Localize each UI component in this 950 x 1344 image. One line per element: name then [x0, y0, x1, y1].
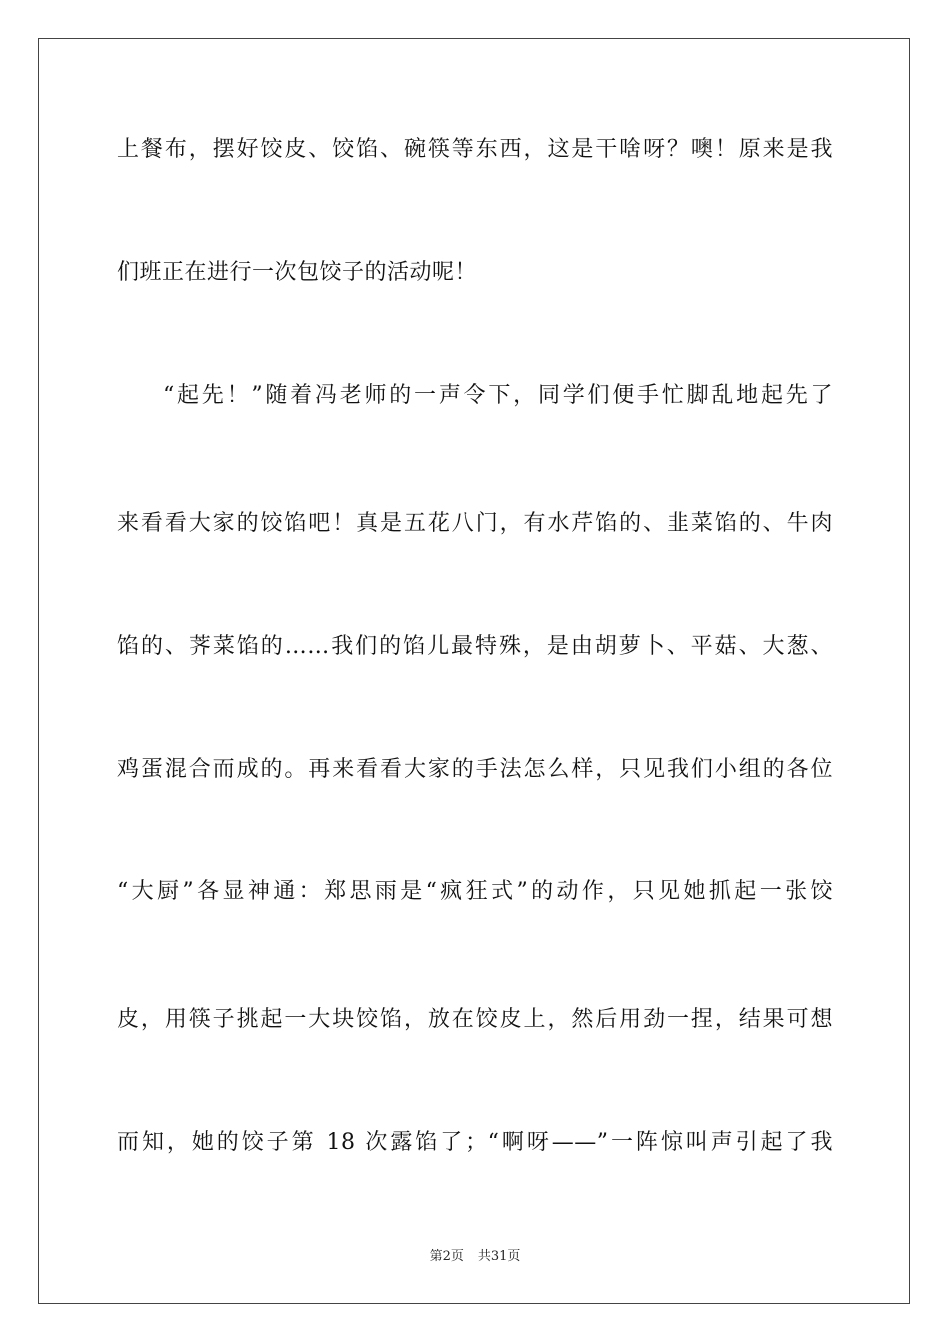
body-text-line: 而知，她的饺子第 18 次露馅了；“啊呀——”一阵惊叫声引起了我 — [117, 1130, 833, 1155]
body-text-line: “大厨”各显神通：郑思雨是“疯狂式”的动作，只见她抓起一张饺 — [117, 879, 833, 904]
body-text-line: “起先！”随着冯老师的一声令下，同学们便手忙脚乱地起先了 — [163, 383, 833, 408]
page-footer — [0, 1248, 950, 1266]
body-text-line: 鸡蛋混合而成的。再来看看大家的手法怎么样，只见我们小组的各位 — [117, 757, 833, 782]
body-text-line: 皮，用筷子挑起一大块饺馅，放在饺皮上，然后用劲一捏，结果可想 — [117, 1007, 833, 1032]
page-number: 第2页 — [429, 1249, 464, 1264]
body-text-line: 上餐布，摆好饺皮、饺馅、碗筷等东西，这是干啥呀？噢！原来是我 — [117, 137, 833, 162]
body-text-line: 来看看大家的饺馅吧！真是五花八门，有水芹馅的、韭菜馅的、牛肉 — [117, 511, 833, 536]
body-text-line: 们班正在进行一次包饺子的活动呢！ — [117, 260, 478, 285]
total-pages: 共31页 — [477, 1249, 521, 1264]
page-frame — [38, 38, 910, 1304]
body-text-line: 馅的、荠菜馅的……我们的馅儿最特殊，是由胡萝卜、平菇、大葱、 — [117, 634, 833, 659]
